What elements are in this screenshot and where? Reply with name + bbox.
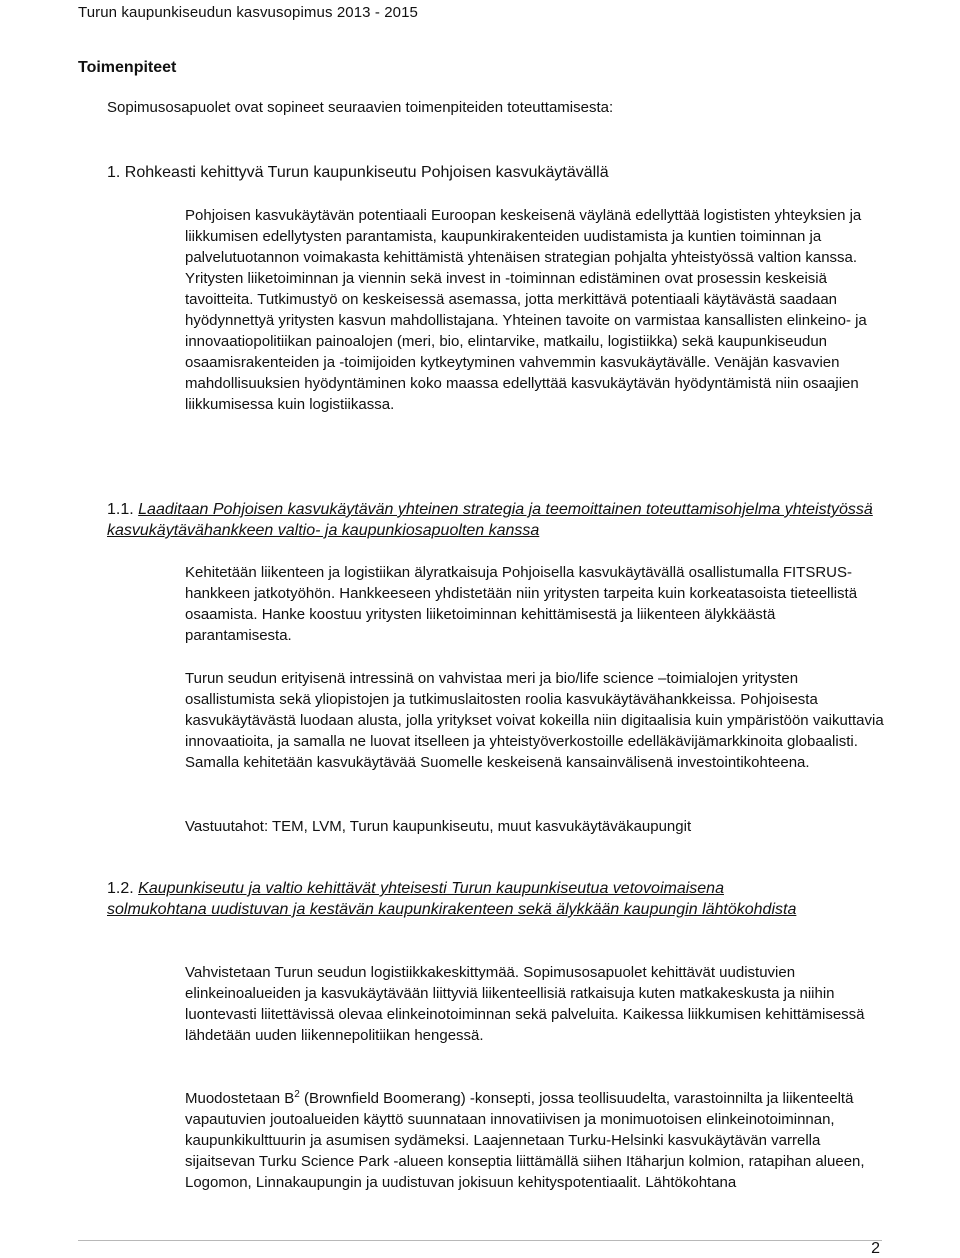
item-1-2-heading [107,878,827,920]
footer-rule [78,1240,882,1241]
section-title: Toimenpiteet [78,59,177,76]
superscript-two: 2 [294,1089,300,1100]
item-1-paragraph-text: Pohjoisen kasvukäytävän potentiaali Euroopan keskeisenä väylänä edellyttää logististen yhteyksien ja liikkumisen edellytysten parantamista, kaupunkirakenteiden uudistamista ja kuntien toiminnan ja palvelutuotannon voimakasta kehittämistä yhtenäisen strategian pohjalta yhteistyössä valtion kanssa. Yritysten liiketoiminnan ja viennin sekä invest in -toiminnan edistäminen ovat prosessin keskeisiä tavoitteita. Tutkimustyö on keskeisessä asemassa, jotta merkittävä potentiaali käytävästä saadaan hyödynnettyä yritysten kasvun mahdollistajana. Yhteinen tavoite on varmistaa kansallisten elinkeino- ja innovaatiopolitiikan painoalojen (meri, bio, elintarvike, matkailu, logistiikka) sekä kaupunkiseudun osaamisrakenteiden ja -toimijoiden kytkeytyminen vahvemmin kasvukäytävälle. Venäjän kasvavien mahdollisuuksien hyödyntäminen koko maassa edellyttää kasvukäytävän hyödyntämistä niin osaajien liikkumisessa kuin logistiikassa. [185,207,867,413]
item-1-1-heading [107,499,907,541]
intro-sentence: Sopimusosapuolet ovat sopineet seuraavien toimenpiteiden toteuttamisesta: [107,99,614,116]
item-1-1-paragraph-1 [185,562,875,646]
item-1-2-number: 1.2. [107,880,134,897]
item-1-2-paragraph-2 [185,1088,875,1193]
item-1-2-p2-text: Muodostetaan $B^2$ (Brownfield Boomerang) -konsepti, jossa teollisuudelta, varastoinnilta ja liikenteeltä vapautuvien joutoalueiden käyttö suunnataan innovatiivisen ja monimuotoisen elinkeinotoiminnan, kaupunkikulttuurin ja asumisen sydämeksi. Laajennetaan Turku-Helsinki kasvukäytävän varrella sijaitsevan Turku Science Park -alueen konseptia liittämällä siihen Itäharjun kolmion, ratapihan alueen, Logomon, Linnakaupungin ja uudistuvan jokisuun kehityspotentiaalit. Lähtökohtana [185,1089,865,1191]
running-header: Turun kaupunkiseudun kasvusopimus 2013 - 2015 [78,4,418,21]
item-1-1-paragraph-2 [185,668,885,773]
item-1-2-p1-text: Vahvistetaan Turun seudun logistiikkakeskittymää. Sopimusosapuolet kehittävät uudistuvien elinkeinoalueiden ja kasvukäytävään liittyviä liikenteellisiä ratkaisuja kuten matkakeskusta ja niihin luontevasti liitettävissä olevaa elinkeinotoiminnan sekä palveluita. Kaikessa liikkumisen kehittämisessä lähdetään uuden liikennepolitiikan hengessä. [185,964,865,1044]
item-1-1-p3-text: Vastuutahot: TEM, LVM, Turun kaupunkiseutu, muut kasvukäytäväkaupungit [185,818,692,835]
item-1-2-title: Kaupunkiseutu ja valtio kehittävät yhteisesti Turun kaupunkiseutua vetovoimaisena solmukohtana uudistuvan ja kestävän kaupunkirakenteen sekä älykkään kaupungin lähtökohdista [107,880,797,918]
item-1-1-p2-text: Turun seudun erityisenä intressinä on vahvistaa meri ja bio/life science –toimialojen yritysten osallistumista sekä yliopistojen ja tutkimuslaitosten roolia kasvukäytävähankkeissa. Pohjoisesta kasvukäytävästä luodaan alusta, jolla yritykset voivat kokeilla niin digitaalisia kuin ympäristöön vaikuttavia innovaatioita, ja samalla ne luovat itselleen ja yhteistyöverkostoille edelläkävijämarkkinoita globaalisti. Samalla kehitetään kasvukäytävää Suomelle keskeisenä kansainvälisenä investointikohteena. [185,670,884,771]
item-1-1-paragraph-3 [185,816,885,837]
item-1-1-title: Laaditaan Pohjoisen kasvukäytävän yhteinen strategia ja teemoittainen toteuttamisohjelma yhteistyössä kasvukäytävähankkeen valtio- ja kaupunkiosapuolten kanssa [107,501,873,539]
item-1-paragraph [185,205,880,415]
item-1-heading: 1. Rohkeasti kehittyvä Turun kaupunkiseutu Pohjoisen kasvukäytävällä [107,164,609,181]
page-number: 2 [871,1240,880,1257]
item-1-2-paragraph-1 [185,962,875,1046]
item-1-1-number: 1.1. [107,501,134,518]
item-1-1-p1-text: Kehitetään liikenteen ja logistiikan älyratkaisuja Pohjoisella kasvukäytävällä osallistumalla FITSRUS-hankkeen jatkotyöhön. Hankkeeseen yhdistetään niin yritysten tarpeita kuin korkeatasoista tieteellistä osaamista. Hanke koostuu yritysten liiketoiminnan kehittämisestä ja liikenteen älykkäästä parantamisesta. [185,564,858,644]
